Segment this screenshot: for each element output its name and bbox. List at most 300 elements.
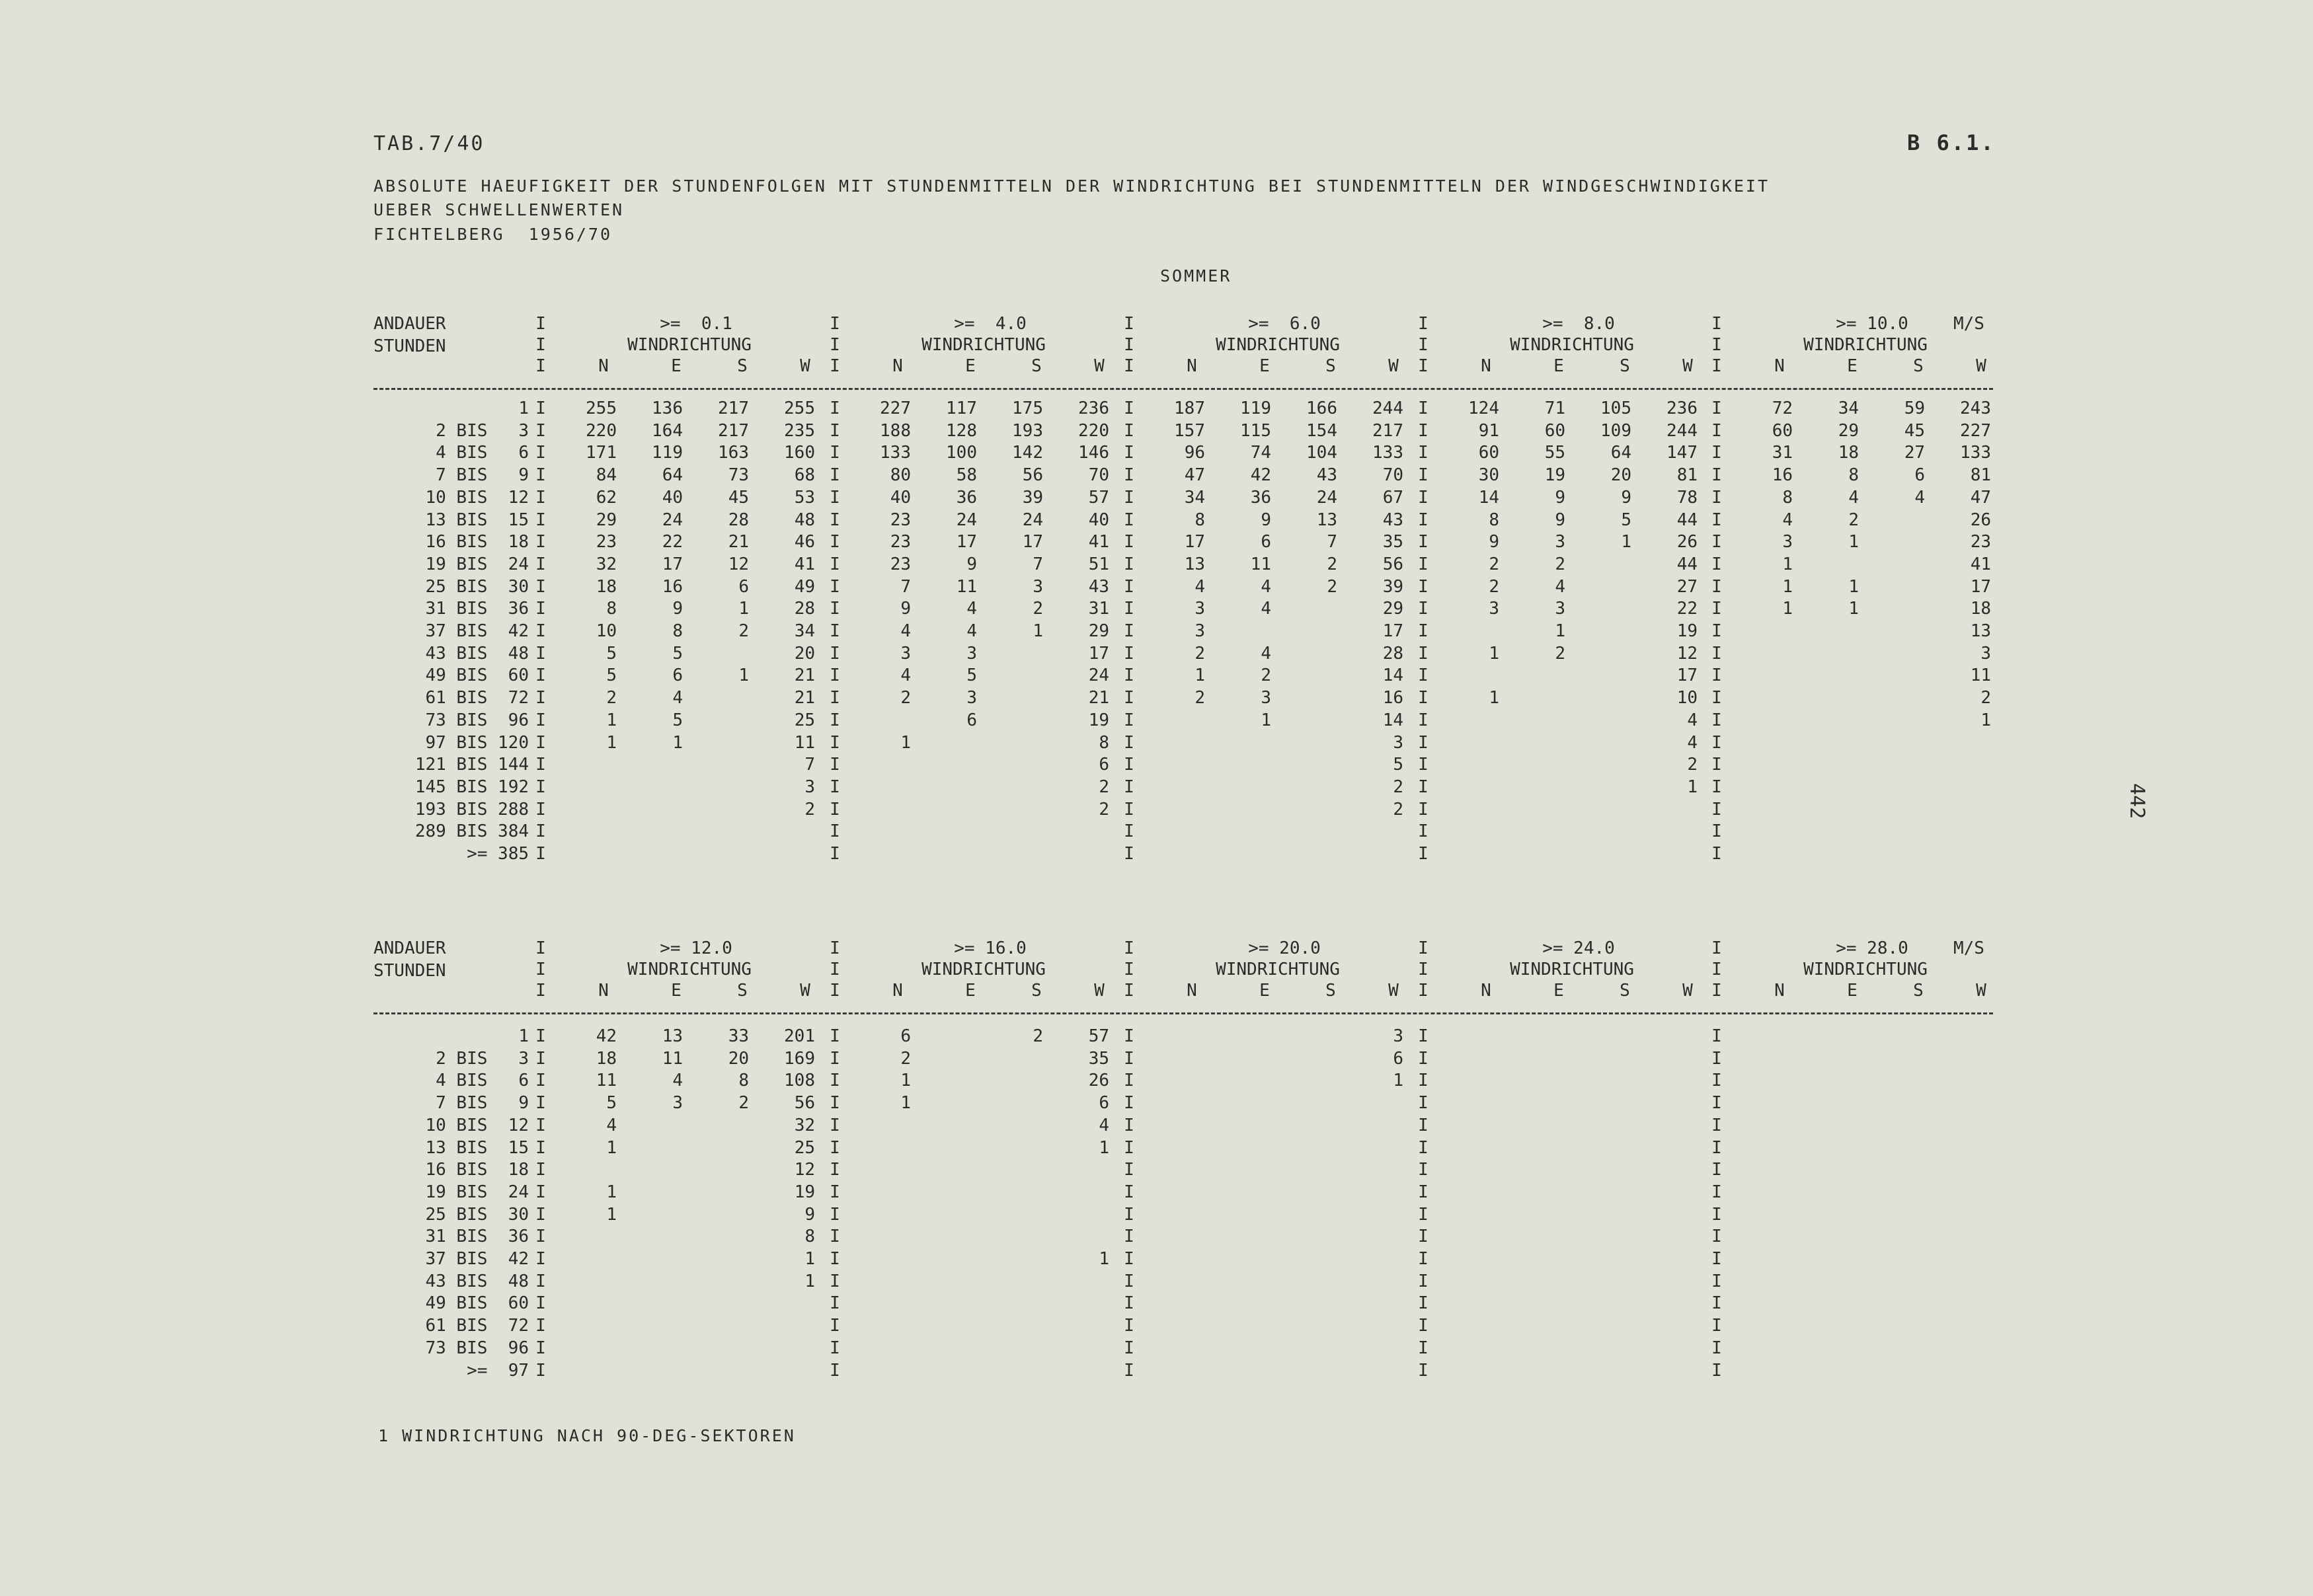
column-separator: I <box>1418 1249 1429 1269</box>
cell-value: 7 <box>804 755 815 775</box>
cell-value: 187 <box>1174 399 1205 418</box>
cell-value: 1 <box>1099 1249 1109 1269</box>
cell-value: 175 <box>1012 399 1043 418</box>
column-separator: I <box>1418 356 1429 376</box>
cell-value: 2 <box>1393 799 1403 819</box>
column-separator: I <box>830 643 840 664</box>
column-separator: I <box>1418 1115 1429 1135</box>
column-separator: I <box>1418 443 1429 463</box>
column-separator: I <box>1418 1071 1429 1091</box>
column-separator: I <box>535 576 546 597</box>
column-separator: I <box>830 621 840 641</box>
column-separator: I <box>535 1026 546 1046</box>
column-separator: I <box>1124 1115 1134 1135</box>
windrichtung-label: WINDRICHTUNG <box>1803 335 1928 355</box>
cell-value: 2 <box>1980 688 1991 708</box>
cell-value: 2 <box>900 1048 911 1069</box>
threshold-label: >= 24.0 <box>1542 938 1615 958</box>
column-separator: I <box>1418 1360 1429 1381</box>
column-separator: I <box>535 799 546 819</box>
column-separator: I <box>1124 732 1134 753</box>
cell-value: 9 <box>900 599 911 619</box>
cell-value: 17 <box>1970 576 1991 597</box>
direction-header-w: W <box>1388 356 1399 376</box>
row-label: 13 BIS 15 <box>425 1137 529 1158</box>
column-separator: I <box>1711 621 1722 641</box>
cell-value: 17 <box>1382 621 1403 641</box>
cell-value: 119 <box>1240 399 1271 418</box>
column-separator: I <box>830 1071 840 1091</box>
cell-value: 1 <box>1980 710 1991 730</box>
cell-value: 59 <box>1904 399 1925 418</box>
row-label: 16 BIS 18 <box>425 1160 529 1180</box>
cell-value: 40 <box>1088 510 1109 530</box>
column-separator: I <box>1711 665 1722 686</box>
direction-header-s: S <box>1031 981 1042 1001</box>
cell-value: 24 <box>956 510 977 530</box>
column-separator: I <box>535 621 546 641</box>
column-separator: I <box>1124 335 1134 355</box>
cell-value: 1 <box>1848 576 1859 597</box>
direction-header-n: N <box>1774 981 1785 1001</box>
column-separator: I <box>1711 1093 1722 1114</box>
cell-value: 73 <box>728 465 749 486</box>
column-separator: I <box>830 1026 840 1046</box>
cell-value: 1 <box>1621 532 1631 552</box>
cell-value: 35 <box>1088 1048 1109 1069</box>
cell-value: 104 <box>1306 443 1337 463</box>
cell-value: 26 <box>1676 532 1698 552</box>
column-separator: I <box>1124 1182 1134 1202</box>
cell-value: 12 <box>794 1160 815 1180</box>
column-separator: I <box>1124 821 1134 842</box>
cell-value: 14 <box>1478 487 1499 508</box>
cell-value: 60 <box>1478 443 1499 463</box>
cell-value: 133 <box>880 443 911 463</box>
windrichtung-label: WINDRICHTUNG <box>1803 960 1928 979</box>
column-separator: I <box>535 420 546 441</box>
cell-value: 2 <box>1261 665 1271 686</box>
cell-value: 42 <box>596 1026 617 1046</box>
cell-value: 17 <box>662 554 683 574</box>
column-separator: I <box>535 665 546 686</box>
column-separator: I <box>1711 1249 1722 1269</box>
direction-header-e: E <box>1553 356 1564 376</box>
cell-value: 5 <box>606 1093 617 1114</box>
cell-value: 217 <box>718 420 749 441</box>
column-separator: I <box>1711 356 1722 376</box>
cell-value: 17 <box>1088 643 1109 664</box>
cell-value: 11 <box>1250 554 1271 574</box>
direction-header-n: N <box>1187 356 1197 376</box>
row-label: 31 BIS 36 <box>425 599 529 619</box>
column-separator: I <box>1418 777 1429 797</box>
column-separator: I <box>1711 1360 1722 1381</box>
direction-header-n: N <box>1481 356 1491 376</box>
row-label: 73 BIS 96 <box>425 1338 529 1358</box>
cell-value: 3 <box>672 1093 683 1114</box>
column-separator: I <box>1711 420 1722 441</box>
cell-value: 2 <box>738 621 749 641</box>
cell-value: 4 <box>672 1071 683 1091</box>
direction-header-w: W <box>1094 981 1105 1001</box>
cell-value: 4 <box>1261 643 1271 664</box>
column-separator: I <box>830 420 840 441</box>
direction-header-w: W <box>800 356 810 376</box>
column-separator: I <box>1418 1227 1429 1247</box>
column-separator: I <box>830 1115 840 1135</box>
cell-value: 1 <box>606 1204 617 1225</box>
cell-value: 133 <box>1372 443 1403 463</box>
cell-value: 27 <box>1676 576 1698 597</box>
cell-value: 3 <box>1555 532 1565 552</box>
column-separator: I <box>1711 821 1722 842</box>
cell-value: 41 <box>794 554 815 574</box>
cell-value: 4 <box>672 688 683 708</box>
column-separator: I <box>1418 487 1429 508</box>
column-separator: I <box>535 532 546 552</box>
row-label: 289 BIS 384 <box>414 821 529 842</box>
column-separator: I <box>830 554 840 574</box>
column-separator: I <box>1711 960 1722 979</box>
column-separator: I <box>830 443 840 463</box>
cell-value: 119 <box>652 443 683 463</box>
column-separator: I <box>830 821 840 842</box>
cell-value: 51 <box>1088 554 1109 574</box>
column-separator: I <box>535 732 546 753</box>
windrichtung-label: WINDRICHTUNG <box>1510 960 1634 979</box>
column-separator: I <box>535 1360 546 1381</box>
column-separator: I <box>535 1271 546 1291</box>
cell-value: 4 <box>966 621 977 641</box>
column-separator: I <box>1711 554 1722 574</box>
column-separator: I <box>1418 1316 1429 1336</box>
cell-value: 1 <box>606 732 617 753</box>
column-separator: I <box>1124 1293 1134 1314</box>
cell-value: 6 <box>738 576 749 597</box>
row-label: 25 BIS 30 <box>425 576 529 597</box>
column-separator: I <box>535 981 546 1001</box>
cell-value: 17 <box>956 532 977 552</box>
cell-value: 70 <box>1382 465 1403 486</box>
cell-value: 1 <box>900 1093 911 1114</box>
column-separator: I <box>1418 621 1429 641</box>
header-rule <box>373 1012 1993 1014</box>
windrichtung-label: WINDRICHTUNG <box>921 960 1046 979</box>
cell-value: 29 <box>1382 599 1403 619</box>
column-separator: I <box>1124 1360 1134 1381</box>
cell-value: 166 <box>1306 399 1337 418</box>
cell-value: 34 <box>1184 487 1205 508</box>
cell-value: 9 <box>672 599 683 619</box>
column-separator: I <box>535 1249 546 1269</box>
cell-value: 8 <box>606 599 617 619</box>
cell-value: 6 <box>900 1026 911 1046</box>
cell-value: 7 <box>900 576 911 597</box>
column-separator: I <box>1418 399 1429 418</box>
page-number: 442 <box>2125 783 2148 819</box>
column-separator: I <box>830 938 840 958</box>
column-separator: I <box>1124 981 1134 1001</box>
row-label: 7 BIS 9 <box>436 1093 529 1114</box>
direction-header-n: N <box>892 981 903 1001</box>
cell-value: 5 <box>672 643 683 664</box>
threshold-label: >= 28.0 <box>1836 938 1908 958</box>
cell-value: 164 <box>652 420 683 441</box>
row-label: 25 BIS 30 <box>425 1204 529 1225</box>
column-separator: I <box>1418 599 1429 619</box>
cell-value: 1 <box>1489 688 1499 708</box>
column-separator: I <box>1418 1093 1429 1114</box>
column-separator: I <box>1711 777 1722 797</box>
cell-value: 23 <box>890 532 911 552</box>
cell-value: 236 <box>1666 399 1698 418</box>
column-separator: I <box>1418 1137 1429 1158</box>
cell-value: 49 <box>794 576 815 597</box>
column-separator: I <box>830 356 840 376</box>
column-separator: I <box>1711 487 1722 508</box>
column-separator: I <box>1711 399 1722 418</box>
column-separator: I <box>1711 335 1722 355</box>
column-separator: I <box>535 1204 546 1225</box>
row-label: 16 BIS 18 <box>425 532 529 552</box>
column-separator: I <box>535 599 546 619</box>
column-separator: I <box>535 1293 546 1314</box>
cell-value: 43 <box>1088 576 1109 597</box>
column-separator: I <box>1418 960 1429 979</box>
direction-header-s: S <box>1913 981 1924 1001</box>
cell-value: 20 <box>1610 465 1631 486</box>
cell-value: 11 <box>596 1071 617 1091</box>
cell-value: 4 <box>966 599 977 619</box>
cell-value: 136 <box>652 399 683 418</box>
cell-value: 217 <box>1372 420 1403 441</box>
row-label: 37 BIS 42 <box>425 621 529 641</box>
row-label: 13 BIS 15 <box>425 510 529 530</box>
cell-value: 1 <box>1782 599 1793 619</box>
cell-value: 1 <box>606 710 617 730</box>
row-label: 193 BIS 288 <box>414 799 529 819</box>
direction-header-w: W <box>1976 981 1986 1001</box>
cell-value: 81 <box>1970 465 1991 486</box>
column-separator: I <box>1418 1182 1429 1202</box>
column-separator: I <box>830 1093 840 1114</box>
column-separator: I <box>535 399 546 418</box>
stunden-label: STUNDEN <box>373 336 446 356</box>
column-separator: I <box>1418 665 1429 686</box>
column-separator: I <box>535 1227 546 1247</box>
cell-value: 14 <box>1382 710 1403 730</box>
cell-value: 14 <box>1382 665 1403 686</box>
cell-value: 4 <box>606 1115 617 1135</box>
cell-value: 1 <box>1195 665 1205 686</box>
cell-value: 255 <box>784 399 815 418</box>
column-separator: I <box>1124 799 1134 819</box>
cell-value: 3 <box>1393 1026 1403 1046</box>
row-label: 4 BIS 6 <box>436 443 529 463</box>
windrichtung-label: WINDRICHTUNG <box>627 335 752 355</box>
cell-value: 19 <box>794 1182 815 1202</box>
column-separator: I <box>535 1115 546 1135</box>
cell-value: 60 <box>1544 420 1565 441</box>
cell-value: 45 <box>728 487 749 508</box>
column-separator: I <box>830 1048 840 1069</box>
column-separator: I <box>535 777 546 797</box>
cell-value: 36 <box>1250 487 1271 508</box>
stunden-label: STUNDEN <box>373 961 446 981</box>
cell-value: 255 <box>586 399 617 418</box>
direction-header-n: N <box>1187 981 1197 1001</box>
column-separator: I <box>1711 688 1722 708</box>
cell-value: 4 <box>900 665 911 686</box>
column-separator: I <box>535 443 546 463</box>
cell-value: 2 <box>1327 554 1337 574</box>
cell-value: 22 <box>1676 599 1698 619</box>
column-separator: I <box>1124 356 1134 376</box>
cell-value: 3 <box>1782 532 1793 552</box>
column-separator: I <box>830 1293 840 1314</box>
cell-value: 62 <box>596 487 617 508</box>
cell-value: 3 <box>1195 599 1205 619</box>
cell-value: 2 <box>1848 510 1859 530</box>
direction-header-e: E <box>1847 981 1858 1001</box>
cell-value: 163 <box>718 443 749 463</box>
cell-value: 2 <box>738 1093 749 1114</box>
cell-value: 46 <box>794 532 815 552</box>
cell-value: 142 <box>1012 443 1043 463</box>
cell-value: 9 <box>1555 510 1565 530</box>
row-label: 121 BIS 144 <box>414 755 529 775</box>
cell-value: 21 <box>728 532 749 552</box>
cell-value: 3 <box>1195 621 1205 641</box>
windrichtung-label: WINDRICHTUNG <box>1510 335 1634 355</box>
row-label: 19 BIS 24 <box>425 554 529 574</box>
cell-value: 5 <box>1393 755 1403 775</box>
column-separator: I <box>1418 1204 1429 1225</box>
column-separator: I <box>1418 1338 1429 1358</box>
direction-header-s: S <box>737 356 748 376</box>
column-separator: I <box>1711 1271 1722 1291</box>
column-separator: I <box>830 665 840 686</box>
threshold-label: >= 8.0 <box>1542 314 1615 334</box>
cell-value: 32 <box>794 1115 815 1135</box>
threshold-label: >= 4.0 <box>954 314 1027 334</box>
cell-value: 43 <box>1316 465 1337 486</box>
cell-value: 29 <box>1838 420 1859 441</box>
column-separator: I <box>830 777 840 797</box>
column-separator: I <box>1124 1026 1134 1046</box>
cell-value: 9 <box>1489 532 1499 552</box>
column-separator: I <box>830 1137 840 1158</box>
column-separator: I <box>1711 1182 1722 1202</box>
cell-value: 5 <box>966 665 977 686</box>
cell-value: 2 <box>1489 576 1499 597</box>
cell-value: 28 <box>1382 643 1403 664</box>
column-separator: I <box>1418 710 1429 730</box>
cell-value: 171 <box>586 443 617 463</box>
column-separator: I <box>1711 1026 1722 1046</box>
column-separator: I <box>1124 1204 1134 1225</box>
column-separator: I <box>535 465 546 486</box>
cell-value: 4 <box>1687 710 1698 730</box>
cell-value: 2 <box>900 688 911 708</box>
column-separator: I <box>1124 1093 1134 1114</box>
cell-value: 19 <box>1544 465 1565 486</box>
cell-value: 42 <box>1250 465 1271 486</box>
column-separator: I <box>535 960 546 979</box>
column-separator: I <box>1418 1271 1429 1291</box>
cell-value: 58 <box>956 465 977 486</box>
column-separator: I <box>1711 314 1722 334</box>
cell-value: 23 <box>890 510 911 530</box>
column-separator: I <box>1124 1227 1134 1247</box>
cell-value: 6 <box>1099 1093 1109 1114</box>
cell-value: 227 <box>1960 420 1991 441</box>
column-separator: I <box>1124 643 1134 664</box>
column-separator: I <box>1124 1160 1134 1180</box>
andauer-label: ANDAUER <box>373 314 446 334</box>
cell-value: 11 <box>1970 665 1991 686</box>
cell-value: 10 <box>596 621 617 641</box>
direction-header-s: S <box>1620 981 1630 1001</box>
column-separator: I <box>1711 1160 1722 1180</box>
cell-value: 154 <box>1306 420 1337 441</box>
cell-value: 2 <box>1099 799 1109 819</box>
cell-value: 1 <box>1393 1071 1403 1091</box>
cell-value: 146 <box>1078 443 1109 463</box>
column-separator: I <box>1124 755 1134 775</box>
column-separator: I <box>1711 755 1722 775</box>
cell-value: 4 <box>1848 487 1859 508</box>
direction-header-e: E <box>1847 356 1858 376</box>
column-separator: I <box>1418 1026 1429 1046</box>
cell-value: 47 <box>1184 465 1205 486</box>
cell-value: 236 <box>1078 399 1109 418</box>
column-separator: I <box>1124 510 1134 530</box>
cell-value: 26 <box>1088 1071 1109 1091</box>
row-label: 7 BIS 9 <box>436 465 529 486</box>
direction-header-s: S <box>1325 981 1336 1001</box>
column-separator: I <box>1124 1316 1134 1336</box>
cell-value: 6 <box>1261 532 1271 552</box>
direction-header-n: N <box>598 981 609 1001</box>
cell-value: 13 <box>1184 554 1205 574</box>
cell-value: 24 <box>1316 487 1337 508</box>
direction-header-e: E <box>671 356 682 376</box>
cell-value: 20 <box>728 1048 749 1069</box>
column-separator: I <box>1124 314 1134 334</box>
table-id: TAB.7/40 <box>373 132 485 155</box>
row-label: >= 385 <box>467 844 529 864</box>
cell-value: 2 <box>1687 755 1698 775</box>
cell-value: 26 <box>1970 510 1991 530</box>
row-label: 1 <box>518 1026 529 1046</box>
cell-value: 188 <box>880 420 911 441</box>
header-rule <box>373 388 1993 390</box>
column-separator: I <box>830 1227 840 1247</box>
cell-value: 133 <box>1960 443 1991 463</box>
row-label: 61 BIS 72 <box>425 688 529 708</box>
cell-value: 3 <box>1033 576 1043 597</box>
row-label: 43 BIS 48 <box>425 1271 529 1291</box>
cell-value: 1 <box>900 732 911 753</box>
direction-header-s: S <box>737 981 748 1001</box>
cell-value: 2 <box>606 688 617 708</box>
cell-value: 68 <box>794 465 815 486</box>
cell-value: 3 <box>1261 688 1271 708</box>
cell-value: 19 <box>1088 710 1109 730</box>
cell-value: 11 <box>662 1048 683 1069</box>
